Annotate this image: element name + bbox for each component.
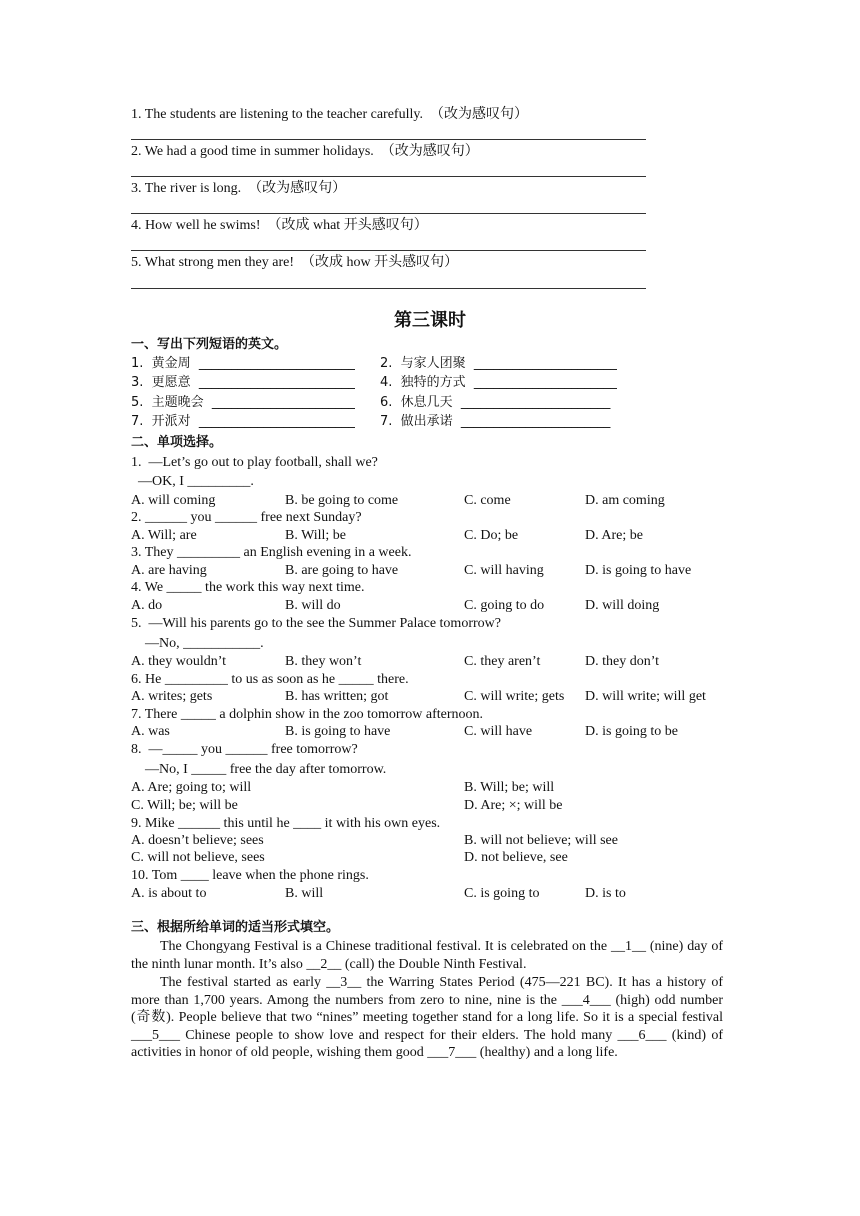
option-c: C. they aren’t <box>464 654 541 669</box>
question-stem: —OK, I _________. <box>131 474 254 489</box>
transform-item-5: 5. What strong men they are! （改成 how 开头感叹句） <box>131 255 459 270</box>
phrase-item: 4. 独特的方式 ______________________ <box>380 375 617 390</box>
option-c: C. will have <box>464 724 533 739</box>
option-a: A. they wouldn’t <box>131 654 227 669</box>
question-stem: 4. We _____ the work this way next time. <box>131 580 365 595</box>
section-2-heading: 二、单项选择。 <box>131 435 223 450</box>
question-stem: 3. They _________ an English evening in a week. <box>131 545 412 560</box>
option-d: D. am coming <box>585 493 665 508</box>
transform-item-3: 3. The river is long. （改为感叹句） <box>131 181 347 196</box>
option-d: D. will write; will get <box>585 689 706 704</box>
option-c: C. will having <box>464 563 544 578</box>
option-c: C. come <box>464 493 511 508</box>
option-a: A. are having <box>131 563 207 578</box>
option-b: B. is going to have <box>285 724 391 739</box>
option-a: A. Will; are <box>131 528 197 543</box>
question-stem: 9. Mike ______ this until he ____ it with his own eyes. <box>131 816 441 831</box>
cloze-paragraph-2: The festival started as early __3__ the Warring States Period (475—221 BC). It has a history of more than 1,700 years. Among the numbers from zero to nine, nine is the ___4___ (high) odd number (奇数). People believe that two “nines” meeting together stand for a long life. So it is a special festival ___5___ Chinese people to show love and respect for their elders. The hold many ___6___ (kind) of activities in honor of old people, wishing them good ___7___ (healthy) and a long life. <box>131 975 723 1060</box>
option-b: B. are going to have <box>285 563 399 578</box>
question-stem: 5. —Will his parents go to the see the Summer Palace tomorrow? <box>131 616 501 631</box>
phrase-item: 1. 黄金周 ________________________ <box>131 356 355 371</box>
option-b: B. Will; be; will <box>464 780 555 795</box>
option-c: C. Do; be <box>464 528 519 543</box>
option-b: B. be going to come <box>285 493 399 508</box>
phrase-item: 3. 更愿意 ________________________ <box>131 375 355 390</box>
question-stem: —No, I _____ free the day after tomorrow. <box>131 762 387 777</box>
section-1-heading: 一、写出下列短语的英文。 <box>131 337 288 352</box>
option-b: B. will do <box>285 598 341 613</box>
option-d: D. is to <box>585 886 626 901</box>
phrase-item: 7. 开派对 ________________________ <box>131 414 355 429</box>
answer-line-3 <box>131 213 646 214</box>
section-3-heading: 三、根据所给单词的适当形式填空。 <box>131 920 340 935</box>
option-a: A. is about to <box>131 886 207 901</box>
answer-line-5 <box>131 288 646 289</box>
answer-line-1 <box>131 139 646 140</box>
option-a: A. will coming <box>131 493 216 508</box>
option-c: C. will write; gets <box>464 689 565 704</box>
option-a: A. do <box>131 598 163 613</box>
transform-item-4: 4. How well he swims! （改成 what 开头感叹句） <box>131 218 428 233</box>
option-d: D. is going to be <box>585 724 678 739</box>
option-a: A. writes; gets <box>131 689 213 704</box>
transform-item-2: 2. We had a good time in summer holidays. （改为感叹句） <box>131 144 479 159</box>
option-a: A. Are; going to; will <box>131 780 252 795</box>
phrase-item: 7. 做出承诺 _______________________ <box>380 414 611 429</box>
option-c: C. is going to <box>464 886 540 901</box>
phrase-item: 6. 休息几天 _______________________ <box>380 395 611 410</box>
question-stem: 7. There _____ a dolphin show in the zoo tomorrow afternoon. <box>131 707 484 722</box>
option-d: D. will doing <box>585 598 660 613</box>
question-stem: 8. —_____ you ______ free tomorrow? <box>131 742 358 757</box>
option-b: B. will not believe; will see <box>464 833 618 848</box>
question-stem: 2. ______ you ______ free next Sunday? <box>131 510 362 525</box>
option-b: B. they won’t <box>285 654 362 669</box>
question-stem: 1. —Let’s go out to play football, shall we? <box>131 455 378 470</box>
option-d: D. they don’t <box>585 654 660 669</box>
cloze-paragraph-1: The Chongyang Festival is a Chinese traditional festival. It is celebrated on the __1__ (nine) day of the ninth lunar month. It’s also __2__ (call) the Double Ninth Festival. <box>131 939 723 972</box>
answer-line-4 <box>131 250 646 251</box>
option-b: B. Will; be <box>285 528 347 543</box>
lesson-title: 第三课时 <box>394 310 466 331</box>
phrase-item: 2. 与家人团聚 ______________________ <box>380 356 617 371</box>
transform-item-1: 1. The students are listening to the teacher carefully. （改为感叹句） <box>131 107 528 122</box>
option-d: D. Are; be <box>585 528 643 543</box>
option-d: D. Are; ×; will be <box>464 798 563 813</box>
question-stem: —No, ___________. <box>131 636 264 651</box>
phrase-item: 5. 主题晚会 ______________________ <box>131 395 355 410</box>
question-stem: 6. He _________ to us as soon as he _____ there. <box>131 672 409 687</box>
option-c: C. going to do <box>464 598 545 613</box>
option-a: A. was <box>131 724 170 739</box>
question-stem: 10. Tom ____ leave when the phone rings. <box>131 868 369 883</box>
option-d: D. is going to have <box>585 563 692 578</box>
option-b: B. has written; got <box>285 689 389 704</box>
option-a: A. doesn’t believe; sees <box>131 833 264 848</box>
option-c: C. will not believe, sees <box>131 850 265 865</box>
answer-line-2 <box>131 176 646 177</box>
option-c: C. Will; be; will be <box>131 798 238 813</box>
option-b: B. will <box>285 886 324 901</box>
option-d: D. not believe, see <box>464 850 568 865</box>
